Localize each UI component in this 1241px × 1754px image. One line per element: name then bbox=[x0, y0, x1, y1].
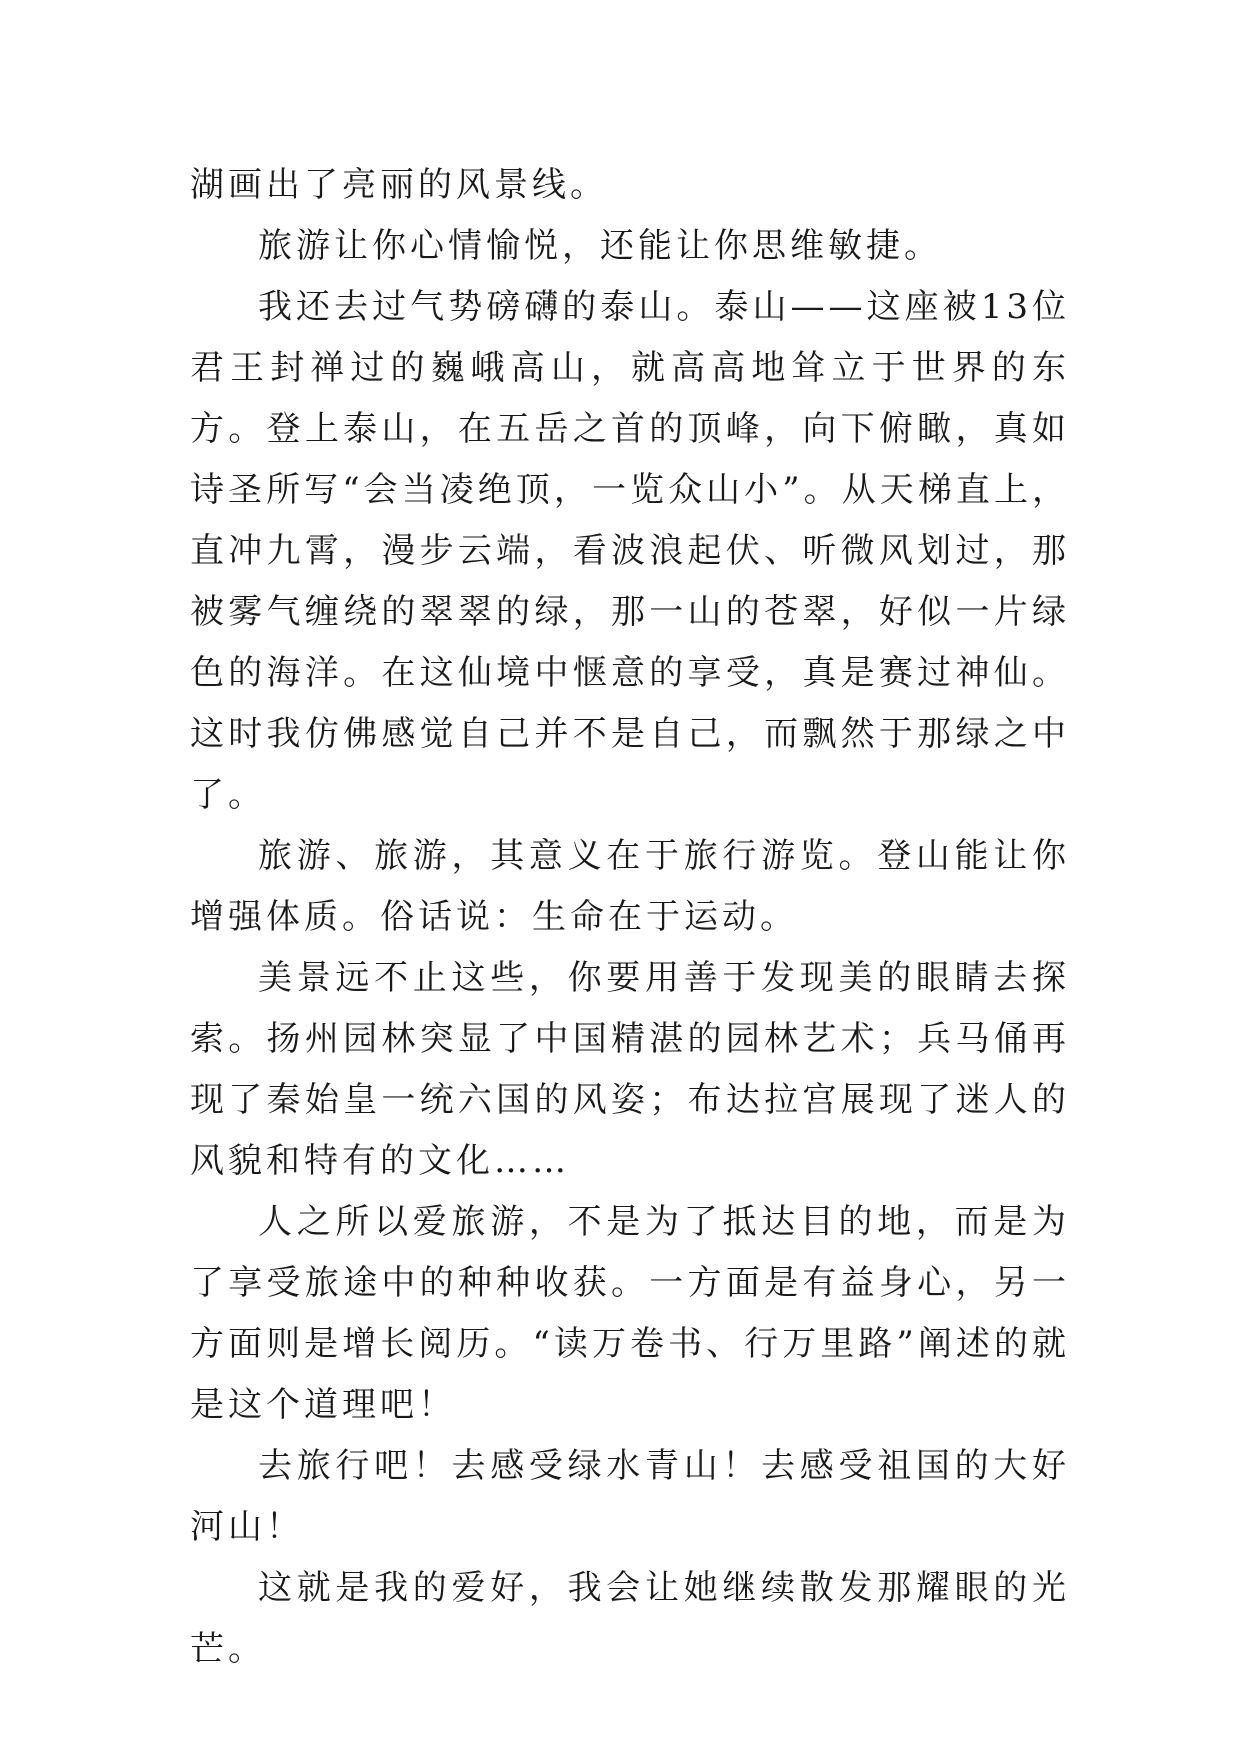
paragraph-5: 美景远不止这些，你要用善于发现美的眼睛去探索。扬州园林突显了中国精湛的园林艺术；兵马俑再现了秦始皇一统六国的风姿；布达拉宫展现了迷人的风貌和特有的文化…… bbox=[190, 958, 1070, 1181]
paragraph-7: 去旅行吧！去感受绿水青山！去感受祖国的大好河山！ bbox=[190, 1446, 1070, 1547]
paragraph-6: 人之所以爱旅游，不是为了抵达目的地，而是为了享受旅途中的种种收获。一方面是有益身心，另一方面则是增长阅历。“读万卷书、行万里路”阐述的就是这个道理吧！ bbox=[190, 1202, 1070, 1425]
paragraph-1: 湖画出了亮丽的风景线。 bbox=[190, 165, 608, 205]
document-body bbox=[190, 155, 1070, 1680]
paragraph-4: 旅游、旅游，其意义在于旅行游览。登山能让你增强体质。俗话说：生命在于运动。 bbox=[190, 836, 1070, 937]
paragraph-8: 这就是我的爱好，我会让她继续散发那耀眼的光芒。 bbox=[190, 1568, 1070, 1669]
paragraph-3: 我还去过气势磅礴的泰山。泰山——这座被13位君王封禅过的巍峨高山，就高高地耸立于世界的东方。登上泰山，在五岳之首的顶峰，向下俯瞰，真如诗圣所写“会当凌绝顶，一览众山小”。从天梯直上，直冲九霄，漫步云端，看波浪起伏、听微风划过，那被雾气缠绕的翠翠的绿，那一山的苍翠，好似一片绿色的海洋。在这仙境中惬意的享受，真是赛过神仙。这时我仿佛感觉自己并不是自己，而飘然于那绿之中了。 bbox=[190, 287, 1070, 815]
paragraph-2: 旅游让你心情愉悦，还能让你思维敏捷。 bbox=[258, 226, 942, 266]
